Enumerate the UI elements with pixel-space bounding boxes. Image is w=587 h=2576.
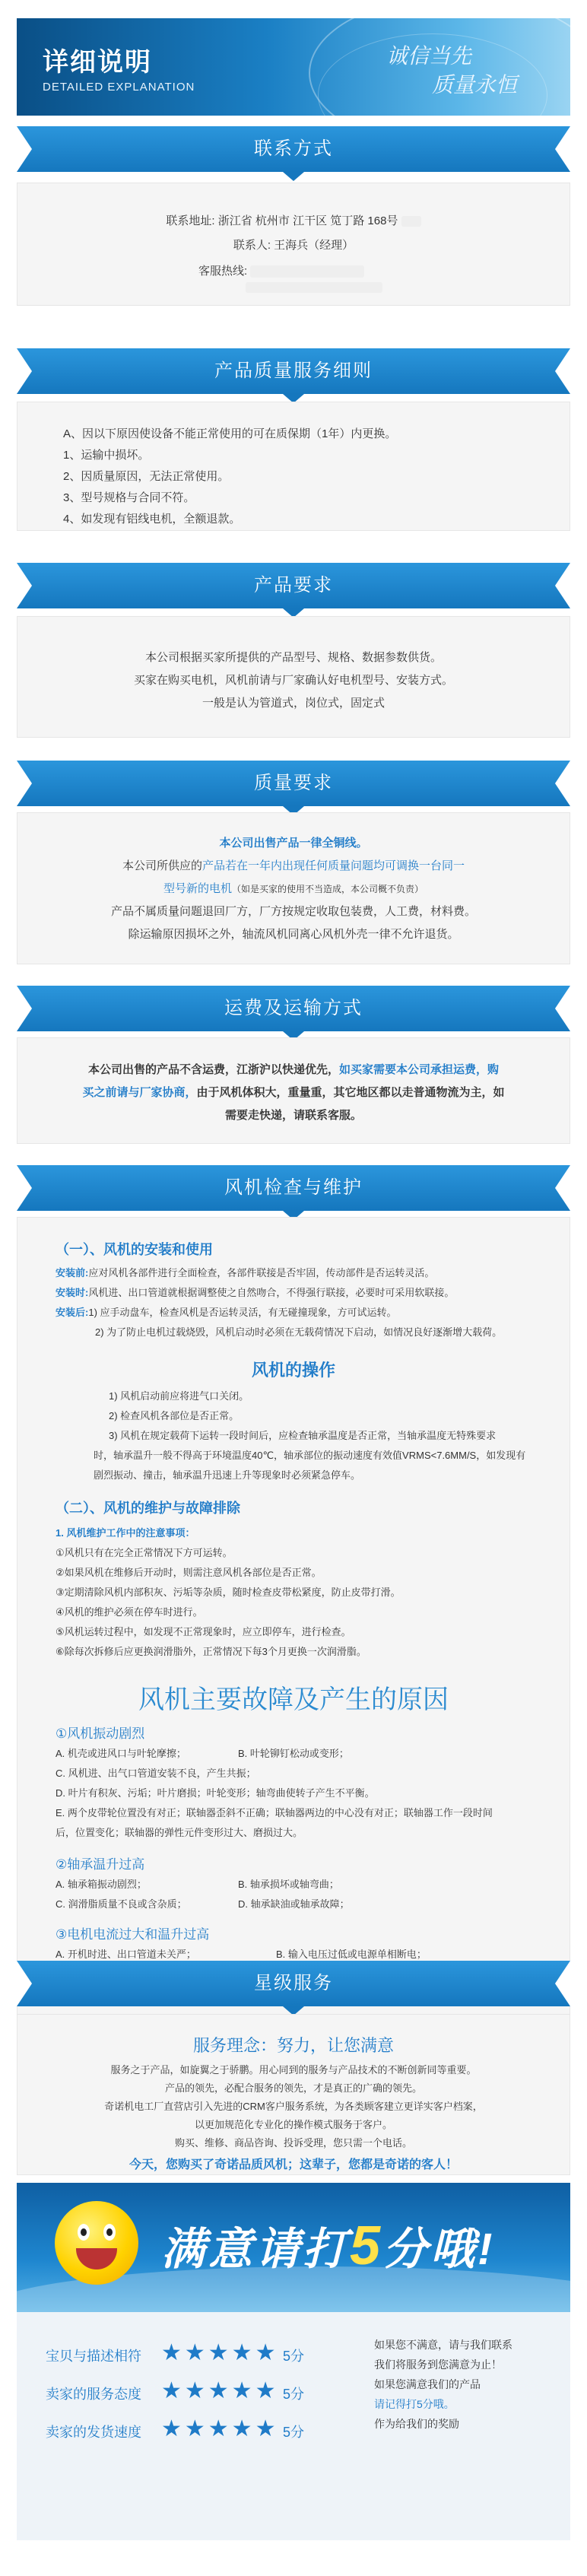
rating-label: 卖家的服务态度 xyxy=(46,2387,141,2402)
install-line xyxy=(56,1285,454,1299)
star-line: 奇诺机电工厂直营店引入先进的CRM客户服务系统，为各类顾客建立更详实客户档案， xyxy=(104,2101,483,2112)
section-title: 风机检查与维护 xyxy=(224,1177,363,1198)
section-bar-fan-maintenance xyxy=(17,1165,570,1211)
operation-line: 3) 风机在规定载荷下运转一段时间后，应检查轴承温度是否正常，当轴承温度无特殊要求 xyxy=(109,1430,497,1441)
star-closing: 今天，您购买了奇诺品质风机；这辈子，您都是奇诺的客人！ xyxy=(129,2158,458,2171)
contact-hotline-row xyxy=(198,262,364,278)
install-text: 风机进、出口管道就根据调整使之自然吻合，不得强行联接，必要时可采用软联接。 xyxy=(88,1287,455,1298)
operation-line: 时，轴承温升一般不得高于环境温度40℃，轴承部位的振动速度有效值VRMS<7.6MM/S，如发现有 xyxy=(94,1450,526,1461)
fault-item: C. 风机进、出气口管道安装不良，产生共振； xyxy=(56,1768,256,1779)
star-line: 以更加规范化专业化的操作模式服务于客户。 xyxy=(194,2119,392,2130)
fault-item: D. 叶片有积灰、污垢；叶片磨损；叶轮变形；轴弯曲使转子产生不平衡。 xyxy=(56,1787,375,1799)
maintenance-line: ⑥除每次拆修后应更换润滑脂外，正常情况下每3个月更换一次润滑脂。 xyxy=(56,1646,366,1657)
quality-text: 本公司所供应的 xyxy=(122,859,202,872)
rating-stars-icon: ★★★★★ xyxy=(161,2416,279,2441)
install-line: 2) 为了防止电机过载烧毁，风机启动时必须在无载荷情况下启动，如情况良好逐渐增大载荷。 xyxy=(95,1326,503,1338)
service-line: A、因以下原因使设备不能正常使用的可在质保期（1年）内更换。 xyxy=(63,427,397,440)
service-line: 3、型号规格与合同不符。 xyxy=(63,491,195,504)
section-title: 产品质量服务细则 xyxy=(214,361,373,381)
blurred-text xyxy=(401,216,421,227)
contact-person-row xyxy=(17,237,570,253)
rate-banner xyxy=(17,2183,570,2312)
fault-item: B. 轴承损坏或轴弯曲； xyxy=(238,1879,339,1890)
product-req-line: 买家在购买电机，风机前请与厂家确认好电机型号、安装方式。 xyxy=(133,674,453,687)
address-value: 浙江省 杭州市 江干区 笕丁路 168号 xyxy=(217,214,398,227)
fault-item: C. 润滑脂质量不良或含杂质； xyxy=(56,1898,187,1910)
rating-stars-icon: ★★★★★ xyxy=(161,2340,279,2365)
quality-line-model xyxy=(17,880,570,896)
contact-card xyxy=(17,183,570,306)
rating-score: 5分 xyxy=(283,2425,305,2440)
rating-side-line: 请记得打5分哦。 xyxy=(374,2398,455,2410)
smiley-mascot-icon xyxy=(55,2201,138,2285)
fault-item: D. 轴承缺油或轴承故障； xyxy=(238,1898,350,1910)
fault-group-current: ③电机电流过大和温升过高 xyxy=(56,1927,210,1942)
service-line: 4、如发现有铝线电机，全额退款。 xyxy=(63,513,241,526)
install-heading: （一）、风机的安装和使用 xyxy=(56,1242,213,1257)
rating-score: 5分 xyxy=(283,2387,305,2402)
shipping-text: 本公司出售的产品不含运费，江浙沪以快递优先， xyxy=(87,1063,339,1076)
fault-item: A. 开机时进、出口管道未关严； xyxy=(56,1949,196,1960)
section-title: 运费及运输方式 xyxy=(224,998,363,1018)
rating-label: 宝贝与描述相符 xyxy=(46,2349,141,2364)
rating-score: 5分 xyxy=(283,2349,305,2364)
product-requirements-card xyxy=(17,616,570,738)
header-slogan-line1: 诚信当先 xyxy=(386,43,471,68)
star-service-card xyxy=(17,2014,570,2175)
service-card xyxy=(17,402,570,531)
maintenance-line: ③定期清除风机内部积灰、污垢等杂质，随时检查皮带松紧度，防止皮带打滑。 xyxy=(56,1587,401,1598)
header-title: 详细说明 xyxy=(43,48,152,77)
section-bar-quality-requirements xyxy=(17,761,570,806)
product-req-line: 本公司根据买家所提供的产品型号、规格、数据参数供货。 xyxy=(144,651,442,664)
product-req-line: 一般是认为管道式，岗位式，固定式 xyxy=(201,697,385,710)
operation-line: 2) 检查风机各部位是否正常。 xyxy=(109,1410,240,1421)
quality-line-no-return: 除运输原因损坏之外，轴流风机同离心风机外壳一律不允许退货。 xyxy=(128,928,459,941)
shipping-text: 由于风机体积大，重量重，其它地区都以走普通物流为主，如 xyxy=(196,1086,505,1099)
shipping-highlight: 如买家需要本公司承担运费，购 xyxy=(339,1063,500,1076)
install-text: 1) 应手动盘车，检查风机是否运转灵活，有无碰撞现象，方可试运转。 xyxy=(88,1307,397,1318)
star-line: 购买、维修、商品咨询、投诉受理，您只需一个电话。 xyxy=(174,2137,412,2149)
star-line: 服务之于产品，如旋翼之于骄鹏。用心同到的服务与产品技术的不断创新同等重要。 xyxy=(110,2064,477,2076)
install-line xyxy=(56,1265,434,1279)
section-bar-contact xyxy=(17,126,570,172)
maintenance-line: ⑤风机运转过程中，如发现不正常现象时，应立即停车，进行检查。 xyxy=(56,1626,351,1637)
shipping-line xyxy=(17,1061,570,1077)
address-label: 联系地址: xyxy=(166,214,215,227)
shipping-line xyxy=(17,1084,570,1100)
install-tag: 安装后: xyxy=(56,1307,89,1318)
maintenance-heading: （二）、风机的维护与故障排除 xyxy=(56,1501,240,1516)
rating-side-line: 如果您满意我们的产品 xyxy=(374,2378,481,2390)
maintenance-line: ④风机的维护必须在停车时进行。 xyxy=(56,1606,203,1618)
hotline-label: 客服热线: xyxy=(198,265,248,278)
quality-requirements-card xyxy=(17,812,570,964)
blurred-phone xyxy=(250,265,364,278)
section-title: 星级服务 xyxy=(254,1973,333,1993)
maintenance-line: ②如果风机在维修后开动时，则需注意风机各部位是否正常。 xyxy=(56,1567,322,1578)
quality-line-copper: 本公司出售产品一律全铜线。 xyxy=(219,837,368,850)
rating-side-line: 我们将服务到您满意为止！ xyxy=(374,2358,502,2371)
fault-group-bearing: ②轴承温升过高 xyxy=(56,1857,145,1872)
fault-item: B. 输入电压过低或电源单相断电； xyxy=(276,1949,427,1960)
shipping-line: 需要走快递，请联系客服。 xyxy=(224,1109,362,1122)
maintenance-subheading: 1. 风机维护工作中的注意事项： xyxy=(56,1527,195,1539)
person-label: 联系人: xyxy=(233,239,271,252)
fault-group-vibration: ①风机振动剧烈 xyxy=(56,1726,145,1741)
faults-heading: 风机主要故障及产生的原因 xyxy=(138,1685,449,1714)
fault-item: B. 叶轮铆钉松动或变形； xyxy=(238,1748,349,1759)
mascot-eye xyxy=(78,2224,90,2241)
service-motto: 服务理念：努力，让您满意 xyxy=(192,2036,394,2055)
header-slogan-line2: 质量永恒 xyxy=(431,72,517,97)
operation-heading: 风机的操作 xyxy=(251,1361,335,1380)
quality-highlight: 型号新的电机 xyxy=(163,882,232,895)
service-line: 2、因质量原因，无法正常使用。 xyxy=(63,470,230,483)
rating-label: 卖家的发货速度 xyxy=(46,2425,141,2440)
rating-side-line: 如果您不满意，请与我们联系 xyxy=(374,2339,512,2351)
banner-text-a: 满意请打 xyxy=(161,2225,351,2274)
person-value: 王海兵（经理） xyxy=(274,239,354,252)
fault-item: E. 两个皮带轮位置没有对正；联轴器歪斜不正确；联轴器两边的中心没有对正；联轴器工作一段时间 xyxy=(56,1807,493,1818)
maintenance-line: ①风机只有在完全正常情况下方可运转。 xyxy=(56,1547,233,1558)
install-text: 应对风机各部件进行全面检查，各部件联接是否牢固，传动部件是否运转灵活。 xyxy=(88,1267,435,1278)
detail-header xyxy=(17,18,570,116)
mascot-mouth xyxy=(76,2248,117,2269)
operation-line: 1) 风机启动前应将进气口关闭。 xyxy=(109,1390,249,1402)
rating-side-text xyxy=(374,2335,512,2434)
star-line: 产品的领先，必配合服务的领先，才是真正的广确的领先。 xyxy=(164,2082,422,2094)
quality-note: （如是买家的使用不当造成，本公司概不负责） xyxy=(232,884,424,894)
fault-item: 后，位置变化；联轴器的弹性元件变形过大、磨损过大。 xyxy=(56,1827,303,1838)
rating-stars-icon: ★★★★★ xyxy=(161,2378,279,2403)
section-bar-service xyxy=(17,348,570,394)
section-bar-product-requirements xyxy=(17,563,570,608)
blurred-text xyxy=(246,282,382,293)
section-bar-shipping xyxy=(17,986,570,1031)
mascot-eye xyxy=(103,2224,116,2241)
install-tag: 安装时: xyxy=(56,1287,89,1298)
section-arrow-icon xyxy=(283,172,304,181)
fan-maintenance-card xyxy=(17,1217,570,2023)
service-line: 1、运输中损坏。 xyxy=(63,449,150,462)
header-subtitle: DETAILED EXPLANATION xyxy=(43,81,195,94)
quality-line-warranty xyxy=(17,857,570,873)
install-line xyxy=(56,1304,397,1319)
section-title: 产品要求 xyxy=(254,575,333,596)
banner-slogan xyxy=(161,2213,495,2277)
rating-side-line: 作为给我们的奖励 xyxy=(374,2418,459,2430)
banner-text-b: 分哦! xyxy=(383,2225,496,2274)
section-bar-star-service xyxy=(17,1961,570,2006)
shipping-highlight: 买之前请与厂家协商， xyxy=(82,1086,197,1099)
banner-five: 5 xyxy=(350,2215,384,2276)
quality-highlight: 产品若在一年内出现任何质量问题均可调换一台同一 xyxy=(202,859,465,872)
section-title: 联系方式 xyxy=(254,138,333,159)
install-tag: 安装前: xyxy=(56,1267,89,1278)
section-title: 质量要求 xyxy=(254,773,333,793)
rating-panel xyxy=(17,2312,570,2540)
contact-address-row xyxy=(17,212,570,228)
fault-item: A. 机壳或进风口与叶轮摩擦； xyxy=(56,1748,186,1759)
operation-line: 剧烈振动、撞击，轴承温升迅速上升等现象时必须紧急停车。 xyxy=(94,1469,361,1481)
fault-item: A. 轴承箱振动剧烈； xyxy=(56,1879,147,1890)
shipping-card xyxy=(17,1037,570,1144)
quality-line-return-fee: 产品不属质量问题退回厂方，厂方按规定收取包装费，人工费，材料费。 xyxy=(110,905,476,918)
